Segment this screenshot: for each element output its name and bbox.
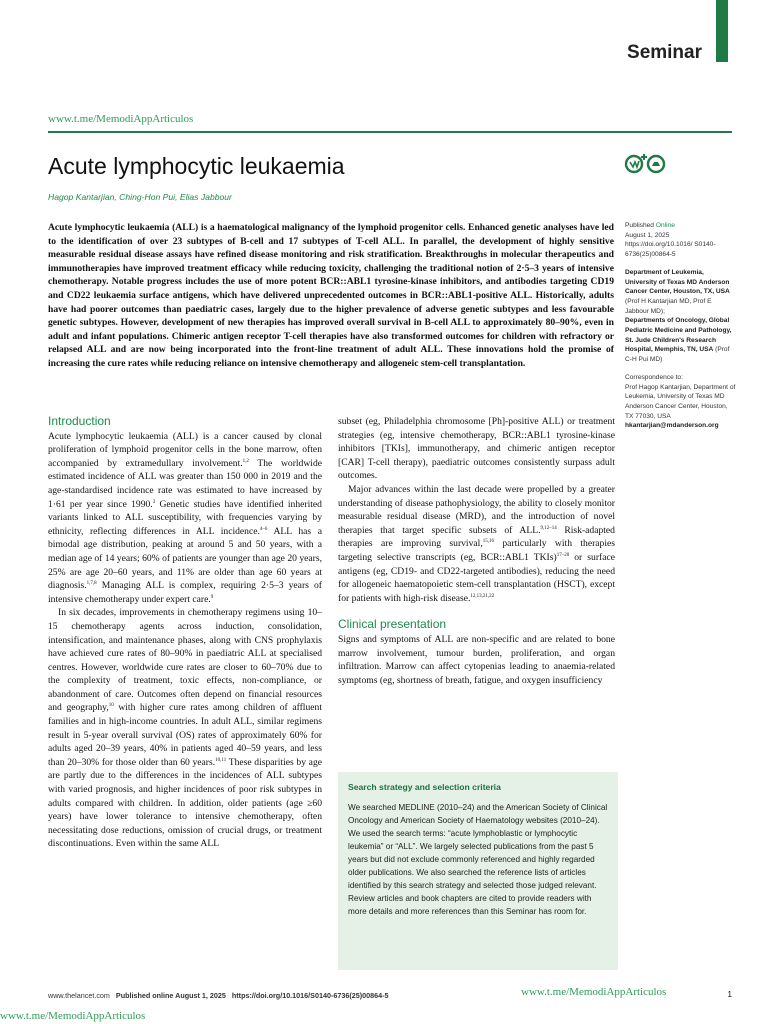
section-label: Seminar xyxy=(627,42,702,63)
body-column-right xyxy=(338,415,615,687)
correspondence-address: Prof Hagop Kantarjian, Department of Leukemia, University of Texas MD Anderson Cancer Center, Houston, TX 77030, USA xyxy=(625,383,736,420)
search-strategy-box xyxy=(338,772,618,970)
watermark-link-corner[interactable]: www.t.me/MemodiAppArticulos xyxy=(0,1010,146,1022)
clinical-presentation-heading: Clinical presentation xyxy=(338,617,447,632)
footer-site[interactable]: www.thelancet.com xyxy=(48,991,110,1000)
online-link[interactable]: Online xyxy=(655,222,675,229)
sidebar-notes xyxy=(625,221,737,439)
published-date: August 1, 2025 xyxy=(625,231,670,239)
section-color-bar xyxy=(716,0,728,62)
search-strategy-heading: Search strategy and selection criteria xyxy=(348,782,501,792)
clinical-paragraph-1: Signs and symptoms of ALL are non-specific and are related to bone marrow involvement, tumour burden, proliferation, and organ infiltration. Marrow can affect cytopenias leading to anaemia-related symptoms (eg, shortness of breath, fatigue, and oxygen insufficiency xyxy=(338,633,615,686)
affiliation-2-people: (Prof C-H Pui MD) xyxy=(625,346,730,364)
sidebar-doi[interactable]: https://doi.org/10.1016/ S0140-6736(25)00864-5 xyxy=(625,241,716,259)
affiliation-2: Departments of Oncology, Global Pediatric Medicine and Pathology, St. Jude Children's Research Hospital, Memphis, TN, USA xyxy=(625,317,732,354)
article-title: Acute lymphocytic leukaemia xyxy=(48,153,345,179)
affiliation-1: Department of Leukemia, University of Texas MD Anderson Cancer Center, Houston, TX, USA xyxy=(625,268,730,296)
intro-paragraph-3: subset (eg, Philadelphia chromosome [Ph]-positive ALL) or treatment strategies (eg, intensive chemotherapy, BCR::ABL1 tyrosine-kinase inhibitors [TKIs], immunotherapy, and chimeric antigen receptor [CAR] T-cell therapy), paediatric outcomes consistently surpass adult outcomes. xyxy=(338,416,615,482)
footer-doi[interactable]: https://doi.org/10.1016/S0140-6736(25)00864-5 xyxy=(231,991,389,1000)
article-badges xyxy=(624,150,676,186)
intro-paragraph-1: Acute lymphocytic leukaemia (ALL) is a cancer caused by clonal proliferation of lymphoid progenitor cells in the bone marrow, often accompanied by extramedullary involvement.$^{1,2}$ The worldwide estimated incidence of ALL was greater than 150 000 in 2019 and the age-standardised incidence rate was estimated to have increased by 1·61 per year since 1990.$^3$ Genetic studies have identified inherited variants linked to ALL susceptibility, with frequencies varying by ethnicity, reflecting differences in ALL incidence.$^{4-6}$ ALL has a bimodal age distribution, peaking at around 5 and 50 years, with a median age of 14 years; 60% of patients are younger than age 20 years, 25% are age 20–60 years, and 11% are older than age 60 years at diagnosis.$^{1,7,8}$ Managing ALL is complex, requiring 2·5–3 years of intensive chemotherapy under expert care.$^9$ xyxy=(48,430,322,605)
watermark-link-footer[interactable]: www.t.me/MemodiAppArticulos xyxy=(521,986,667,998)
intro-paragraph-4: Major advances within the last decade were propelled by a greater understanding of disease pathophysiology, the ability to closely monitor measurable residual disease (MRD), and the introduction of novel therapies that target specific subsets of ALL.$^{9,12-14}$ Risk-adapted therapies are improving survival,$^{15,16}$ particularly with therapies targeting selective transcripts (eg, BCR::ABL1 TKIs)$^{17-20}$ or surface antigens (eg, CD19- and CD22-targeted antibodies), reducing the need for allogeneic haematopoietic stem-cell transplantation (HSCT), except for patients with high-risk disease.$^{12,13,21,22}$ xyxy=(338,483,616,604)
page-number: 1 xyxy=(727,990,732,999)
open-access-icon[interactable] xyxy=(624,150,676,186)
introduction-heading: Introduction xyxy=(48,414,111,428)
affiliation-1-people: (Prof H Kantarjian MD, Prof E Jabbour MD); xyxy=(625,297,712,315)
search-strategy-text: We searched MEDLINE (2010–24) and the American Society of Clinical Oncology and American Society of Haematology websites (2010–24). We used the search terms: “acute lymphoblastic or lymphocytic leukemia” or “ALL”. We largely selected publications from the past 5 years but did not exclude commonly referenced and highly regarded older publications. We also searched the reference lists of articles identified by this search strategy and selected those judged relevant. Review articles and book chapters are cited to provide readers with more details and more references than this Seminar has room for. xyxy=(348,803,608,916)
intro-paragraph-2: In six decades, improvements in chemotherapy regimens using 10–15 chemotherapy agents across induction, consolidation, intensification, and maintenance phases, along with CNS prophylaxis have achieved cure rates of 80–90% in paediatric ALL at specialised centres. However, worldwide cure rates are closer to 60–70% due to the complexity of treatment, toxic effects, non-compliance, or abandonment of care. Outcomes often depend on financial resources and geography,$^{10}$ with higher cure rates among children of affluent families and in high-income countries. In adult ALL, similar regimens result in 5-year overall survival (OS) rates of approximately 60% for adults aged 20–39 years, 40% in patients aged 40–59 years, and less than 20–30% for those older than 60 years.$^{10,11}$ These disparities by age are partly due to the differences in the incidences of ALL subtypes with varied prognosis, and higher incidences of poor risk subtypes in adults compared with children. In addition, older patients (age ≥60 years) have lower tolerance to intensive chemotherapy, often necessitating dose reductions, omission of crucial drugs, or treatment discontinuations. Even within the same ALL xyxy=(48,607,323,850)
correspondence-label: Correspondence to: xyxy=(625,373,683,381)
header-rule xyxy=(48,131,732,133)
watermark-link-top[interactable]: www.t.me/MemodiAppArticulos xyxy=(48,113,194,125)
published-label: Published xyxy=(625,222,654,229)
body-column-left xyxy=(48,415,322,851)
page-footer xyxy=(48,991,389,1000)
abstract: Acute lymphocytic leukaemia (ALL) is a haematological malignancy of the lymphoid progenitor cells. Enhanced genetic analyses have led to the identification of over 23 subtypes of B-cell and 17 subtypes of T-cell ALL. In parallel, the development of highly sensitive measurable residual disease assays have refined disease monitoring and risk stratification. Breakthroughs in molecular therapeutics and immunotherapies have improved treatment efficacy while reducing toxicity, challenging the traditional notion of 2·5–3 years of intensive chemotherapy. Notable progress includes the use of more potent BCR::ABL1 tyrosine-kinase inhibitors, and antibodies targeting CD19 and CD22 leukaemia surface antigens, which have delivered unprecedented outcomes in BCR::ABL1-positive ALL. Historically, adults have had poorer outcomes than paediatric cases, largely due to the higher prevalence of adverse genetic subtypes and less favourable genetic subtypes. However, development of new therapies has improved overall survival in B-cell ALL to approximately 80–90%, even in adult and infant populations. Chimeric antigen receptor T-cell therapies have also transformed outcomes for children with refractory or relapsed ALL and are now being incorporated into the front-line treatment of adult ALL. These innovations hold the promise of increasing the cure rates while reducing reliance on intensive chemotherapy and allogeneic stem-cell transplantation. xyxy=(48,222,614,369)
author-list: Hagop Kantarjian, Ching-Hon Pui, Elias Jabbour xyxy=(48,192,232,202)
footer-published: Published online August 1, 2025 xyxy=(115,991,226,1000)
correspondence-email[interactable]: hkantarjian@mdanderson.org xyxy=(625,422,719,430)
